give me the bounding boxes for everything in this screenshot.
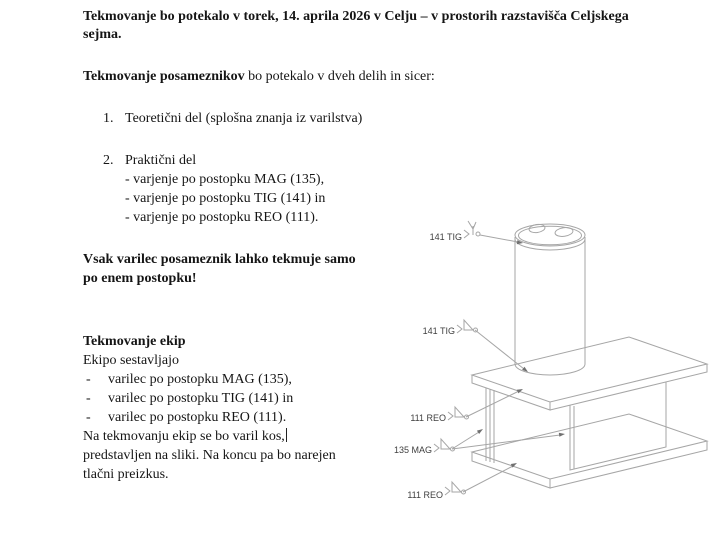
closing-line-3: tlačni preizkus. [83,467,169,482]
team-member-1: varilec po postopku MAG (135), [108,372,292,387]
weld-symbol-reo-top-icon [448,407,469,420]
list-item-1[interactable] [103,109,362,128]
list-item-2[interactable] [103,151,325,227]
weld-label-tig-base: 141 TIG [422,326,455,336]
team-heading: Tekmovanje ekip [83,334,186,349]
emphasis-line-2: po enem postopku! [83,271,197,286]
list-item-1-number: 1. [103,111,114,126]
team-member-row-3 [83,408,336,427]
left-wall-shape [486,388,494,463]
team-subheading: Ekipo sestavljajo [83,353,180,368]
intro-line-2: sejma. [83,27,122,42]
dash-bullet: - [86,372,91,387]
emphasis-line-1: Vsak varilec posameznik lahko tekmuje samo [83,252,356,267]
weld-symbol-reo-bottom-icon [445,482,466,495]
callout-tig-top [430,221,523,244]
individual-heading-rest: bo potekalo v dveh delih in sicer: [244,69,435,84]
closing-line-1: Na tekmovanju ekip se bo varil kos, [83,429,285,444]
intro-line-1: Tekmovanje bo potekalo v torek, 14. aprila 2026 v Celju – v prostorih razstavišča Celjskega [83,9,629,24]
weld-label-reo-bottom-plate: 111 REO [407,490,443,500]
list-item-2-number: 2. [103,153,114,168]
top-plate-shape [472,337,707,410]
cylinder-hole-right [554,226,573,237]
weld-symbol-mag-icon [434,439,455,452]
callout-mag-walls [394,429,565,455]
list-item-2-sub-2: - varjenje po postopku TIG (141) in [125,191,326,206]
callout-reo-bottom-plate [407,463,517,500]
weld-symbol-tig-top-icon [464,221,480,238]
closing-line-2: predstavljen na sliki. Na koncu pa bo narejen [83,448,336,463]
team-member-row-1 [83,370,336,389]
right-wall-shape [570,382,666,470]
cylinder-shape [515,223,585,375]
text-cursor [286,428,287,442]
list-item-1-text: Teoretični del (splošna znanja iz varilstva) [125,111,363,126]
list-item-2-sub-3: - varjenje po postopku REO (111). [125,210,319,225]
weld-symbol-tig-base-icon [457,320,478,333]
team-member-2: varilec po postopku TIG (141) in [108,391,294,406]
individual-heading[interactable] [83,67,435,86]
list-item-2-sub-1: - varjenje po postopku MAG (135), [125,172,325,187]
team-member-3: varilec po postopku REO (111). [108,410,287,425]
team-section[interactable] [83,332,336,484]
technical-drawing [385,215,720,515]
intro-paragraph[interactable] [83,8,629,44]
callout-reo-top-plate [410,389,523,423]
team-member-row-2 [83,389,336,408]
emphasis-paragraph[interactable] [83,250,356,288]
weld-label-reo-top-plate: 111 REO [410,413,446,423]
weld-label-mag-walls: 135 MAG [393,445,432,455]
individual-heading-bold: Tekmovanje posameznikov [83,69,245,84]
dash-bullet: - [86,410,91,425]
callout-tig-base [423,320,528,372]
list-item-2-text: Praktični del [125,153,197,168]
weld-label-tig-top: 141 TIG [429,232,462,242]
dash-bullet: - [86,391,91,406]
bottom-plate-shape [472,414,707,488]
leader-arrowhead [559,433,565,437]
